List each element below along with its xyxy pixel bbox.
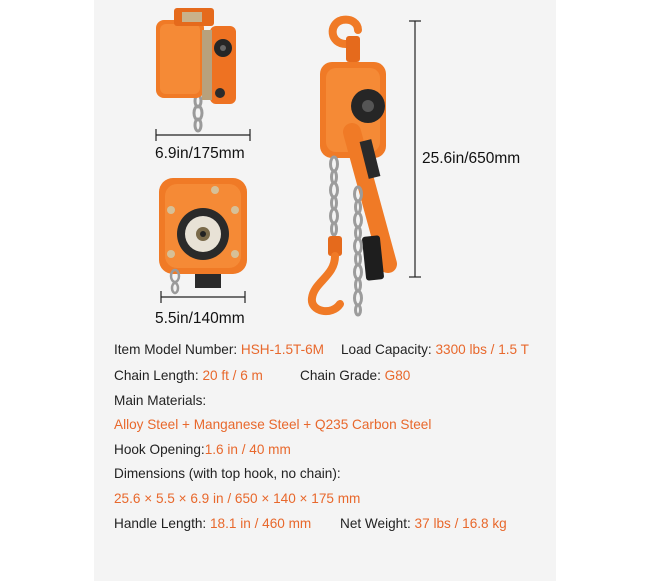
spec-net-weight [340,516,507,531]
spec-chain-grade [300,368,410,383]
spec-handle-length [114,516,311,531]
handle-length-value: 18.1 in / 460 mm [210,516,312,531]
hook-opening-value: 1.6 in / 40 mm [204,442,291,457]
width-bottom-label: 5.5in/140mm [155,310,245,327]
chain-length-label: Chain Length: [114,368,203,383]
chain-grade-label: Chain Grade: [300,368,385,383]
capacity-value: 3300 lbs / 1.5 T [435,342,529,357]
dimensions-label: Dimensions (with top hook, no chain): [114,466,341,481]
spec-chain-length [114,368,263,383]
model-value: HSH-1.5T-6M [240,342,325,357]
width-top-dimension-line [155,128,251,142]
height-dimension-line [408,20,422,278]
hoist-side-view-image [150,8,260,128]
materials-value: Alloy Steel + Manganese Steel + Q235 Carbon Steel [114,417,432,432]
width-bottom-dimension-line [160,290,246,304]
lever-hoist-full-image [300,14,400,316]
hook-opening-label: Hook Opening: [114,442,205,457]
height-label: 25.6in/650mm [422,150,521,167]
chain-grade-value: G80 [384,368,411,383]
model-label: Item Model Number: [114,342,241,357]
handle-length-label: Handle Length: [114,516,210,531]
spec-capacity [341,342,529,357]
chain-length-value: 20 ft / 6 m [202,368,263,383]
capacity-label: Load Capacity: [341,342,436,357]
spec-hook-opening [114,442,291,457]
materials-label: Main Materials: [114,393,207,408]
width-top-label: 6.9in/175mm [155,145,245,162]
net-weight-label: Net Weight: [340,516,415,531]
net-weight-value: 37 lbs / 16.8 kg [414,516,507,531]
hoist-front-view-image [155,176,255,292]
spec-row-model-capacity [114,342,324,357]
dimensions-value: 25.6 × 5.5 × 6.9 in / 650 × 140 × 175 mm [114,491,361,506]
